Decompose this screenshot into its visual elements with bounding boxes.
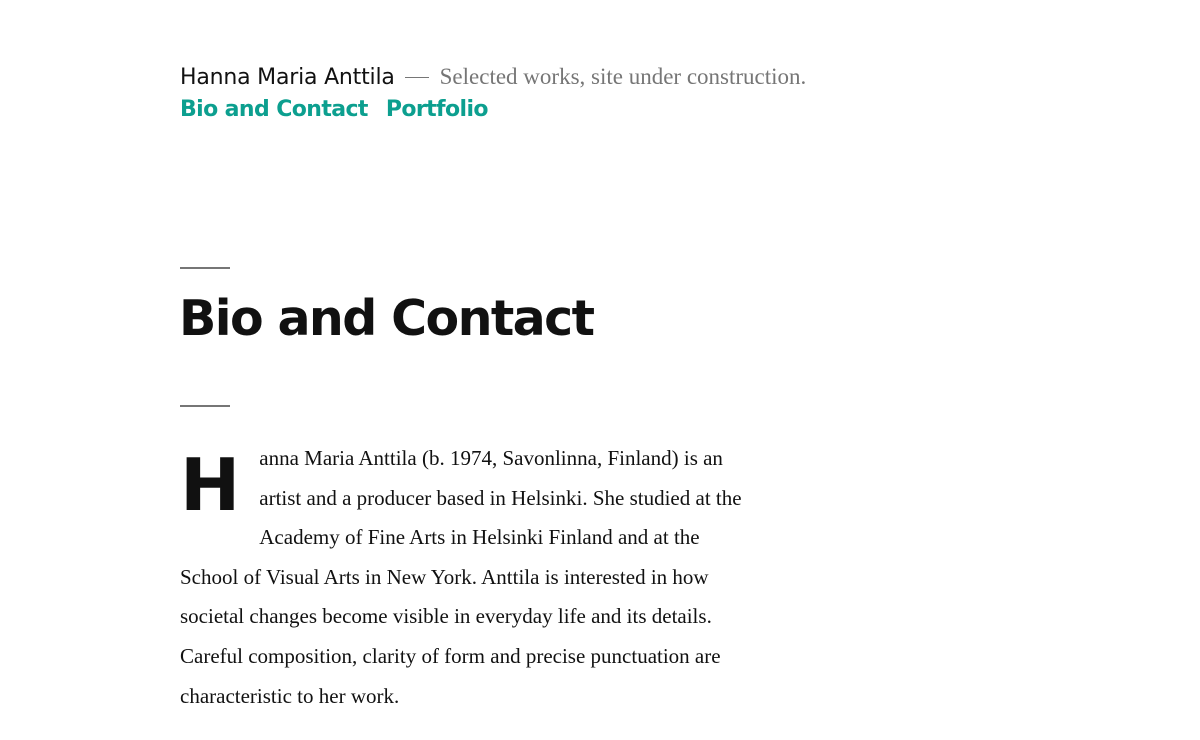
drop-cap-letter: H bbox=[180, 443, 241, 527]
main-navigation bbox=[180, 97, 1080, 122]
page-title: Bio and Contact bbox=[179, 290, 594, 347]
nav-link-bio-and-contact[interactable]: Bio and Contact bbox=[180, 97, 368, 122]
title-separator bbox=[405, 77, 429, 78]
title-bottom-divider bbox=[180, 405, 230, 407]
site-title-link[interactable]: Hanna Maria Anttila bbox=[180, 65, 395, 90]
site-header bbox=[180, 64, 1080, 122]
bio-paragraph bbox=[180, 439, 750, 716]
nav-link-portfolio[interactable]: Portfolio bbox=[385, 97, 488, 122]
title-top-divider bbox=[180, 267, 230, 269]
site-branding bbox=[180, 64, 1080, 90]
bio-text: anna Maria Anttila (b. 1974, Savonlinna, Finland) is an artist and a producer based in Helsinki. She studied at the Academy of Fine Arts in Helsinki Finland and at the School of Visual Arts in New York. Anttila is interested in how societal changes become visible in everyday life and its details. Careful composition, clarity of form and precise punctuation are characteristic to her work. bbox=[180, 446, 742, 708]
site-tagline: Selected works, site under construction. bbox=[439, 64, 807, 89]
